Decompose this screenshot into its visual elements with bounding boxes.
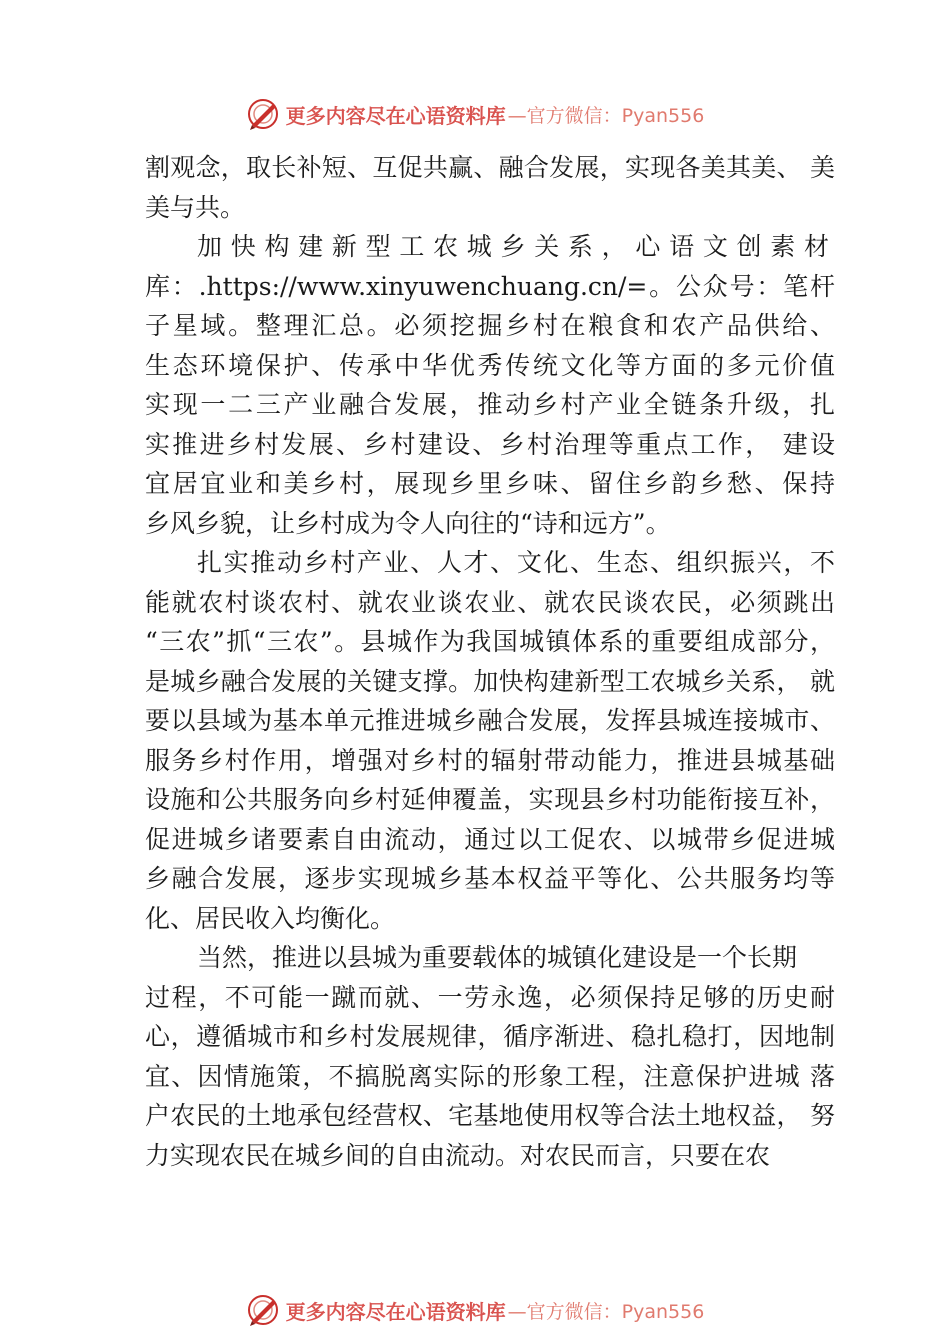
text-line: 过程，不可能一蹴而就、一劳永逸，必须保持足够的历史耐 (145, 982, 835, 1012)
header-banner-tail: —官方微信：Pyan556 (507, 104, 705, 127)
text-line: 力实现农民在城乡间的自由流动。对农民而言，只要在农 (145, 1140, 771, 1170)
header-banner-lead: 更多内容尽在心语资料库 (285, 103, 506, 128)
footer-banner-lead: 更多内容尽在心语资料库 (285, 1299, 506, 1324)
text-line: 宜、因情施策，不搞脱离实际的形象工程，注意保护进城 落 (145, 1061, 835, 1091)
text-line: 生态环境保护、传承中华优秀传统文化等方面的多元价值 (145, 350, 835, 380)
pen-logo-icon (246, 97, 280, 131)
text-line: 扎实推动乡村产业、人才、文化、生态、组织振兴，不 (197, 548, 835, 577)
text-line: 宜居宜业和美乡村，展现乡里乡味、留住乡韵乡愁、保持 (145, 469, 835, 498)
footer-banner (0, 1290, 950, 1330)
text-line: 服务乡村作用，增强对乡村的辐射带动能力，推进县城基础 (145, 745, 835, 775)
footer-banner-tail: —官方微信：Pyan556 (507, 1300, 705, 1323)
text-line: 库：.https://www.xinyuwenchuang.cn/=。公众号：笔杆 (145, 271, 835, 301)
text-line: 乡风乡貌，让乡村成为令人向往的“诗和远方”。 (145, 508, 671, 538)
text-line: 促进城乡诸要素自由流动，通过以工促农、以城带乡促进城 (145, 824, 835, 854)
text-line: 是城乡融合发展的关键支撑。加快构建新型工农城乡关系， 就 (145, 666, 835, 696)
text-line: 心，遵循城市和乡村发展规律，循序渐进、稳扎稳打，因地制 (145, 1022, 835, 1051)
text-line: 子星域。整理汇总。必须挖掘乡村在粮食和农产品供给、 (145, 311, 835, 340)
text-line: 当然，推进以县城为重要载体的城镇化建设是一个长期 (197, 943, 798, 972)
document-body (145, 148, 835, 1175)
text-line: “三农”抓“三农”。县城作为我国城镇体系的重要组成部分， (145, 627, 835, 656)
text-line: 美与共。 (145, 192, 246, 222)
text-line: 化、居民收入均衡化。 (145, 903, 396, 933)
text-line: 设施和公共服务向乡村延伸覆盖，实现县乡村功能衔接互补， (145, 785, 835, 814)
text-line: 实推进乡村发展、乡村建设、乡村治理等重点工作， 建设 (145, 429, 835, 459)
header-banner (0, 94, 950, 134)
text-line: 户农民的土地承包经营权、宅基地使用权等合法土地权益， 努 (145, 1101, 835, 1130)
pen-logo-icon (246, 1293, 280, 1327)
text-line: 加快构建新型工农城乡关系，心语文创素材 (197, 232, 835, 261)
text-line: 要以县域为基本单元推进城乡融合发展，发挥县城连接城市、 (145, 706, 835, 735)
text-line: 割观念，取长补短、互促共赢、融合发展，实现各美其美、 美 (145, 153, 835, 182)
text-line: 乡融合发展，逐步实现城乡基本权益平等化、公共服务均等 (145, 864, 835, 893)
text-line: 能就农村谈农村、就农业谈农业、就农民谈农民，必须跳出 (145, 587, 835, 617)
text-line: 实现一二三产业融合发展，推动乡村产业全链条升级，扎 (145, 390, 835, 419)
